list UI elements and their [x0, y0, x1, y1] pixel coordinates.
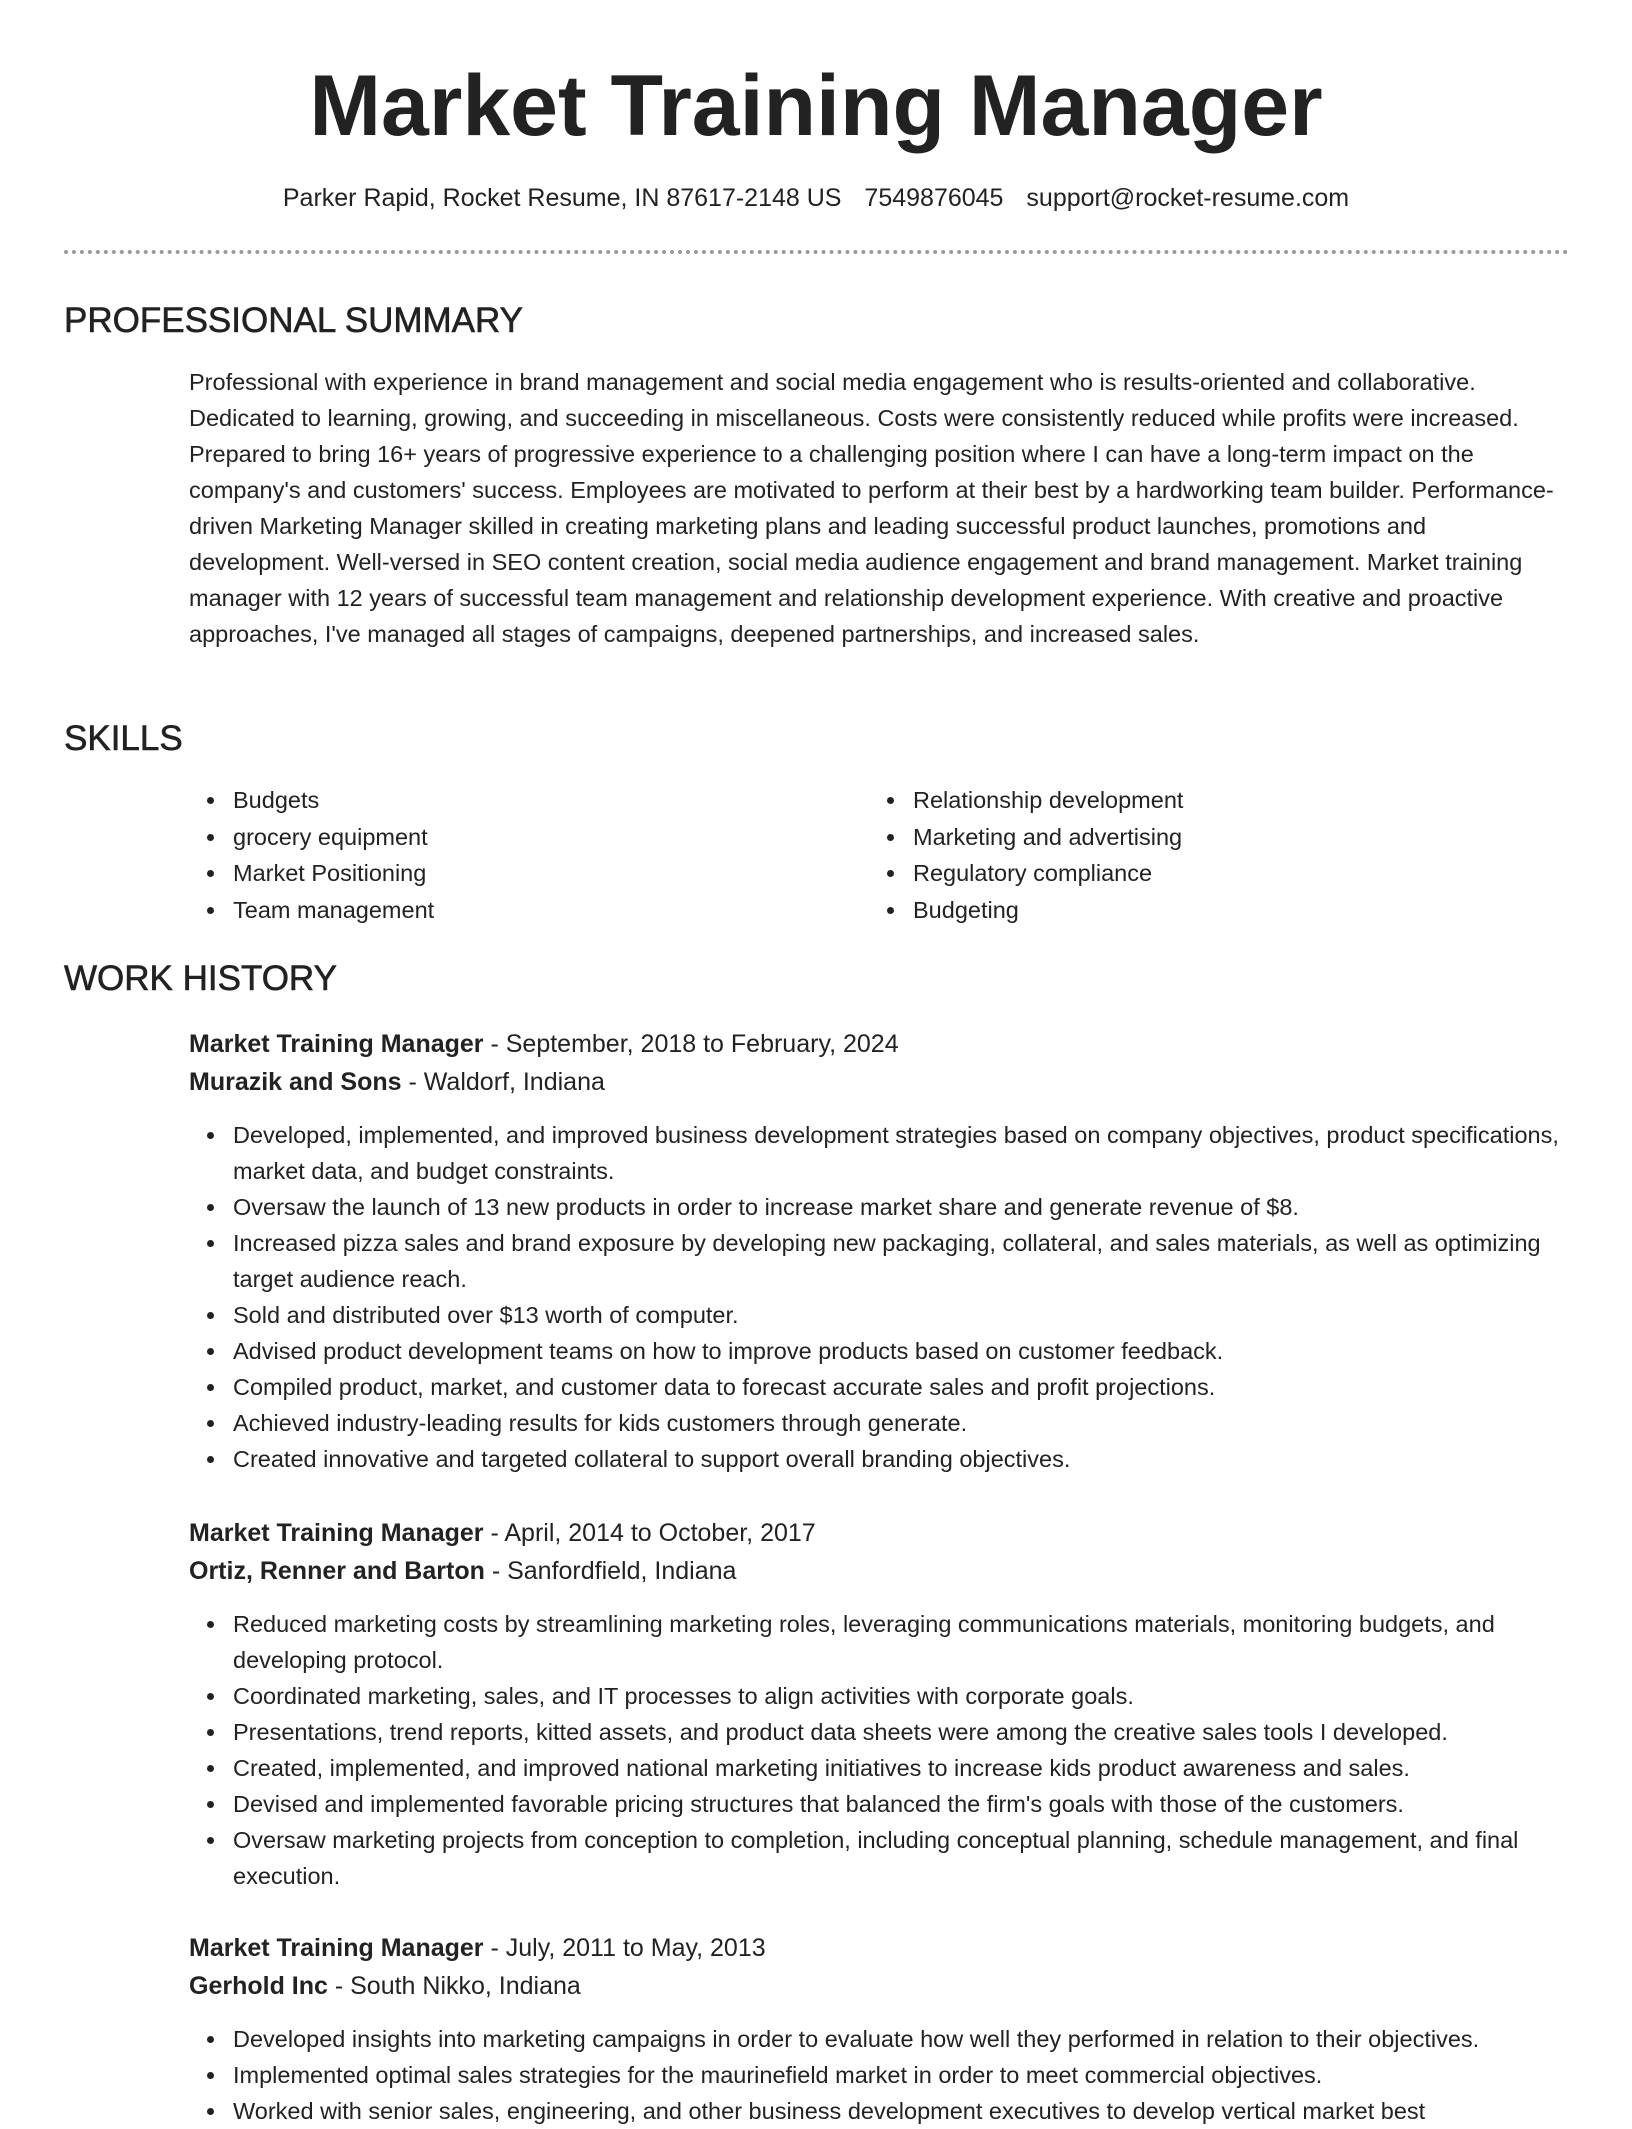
skill-item: Team management — [189, 892, 869, 929]
job-dates: - July, 2011 to May, 2013 — [483, 1934, 766, 1962]
job-title-line — [189, 1514, 1569, 1552]
work-section-title: WORK HISTORY — [64, 959, 337, 998]
job-bullet: Compiled product, market, and customer data to forecast accurate sales and profit projections. — [189, 1369, 1569, 1405]
job-bullet: Oversaw the launch of 13 new products in order to increase market share and generate revenue of $8. — [189, 1189, 1569, 1225]
job-bullet: Coordinated marketing, sales, and IT processes to align activities with corporate goals. — [189, 1678, 1569, 1714]
job-dates: - September, 2018 to February, 2024 — [483, 1030, 899, 1058]
skill-item: Relationship development — [869, 782, 1549, 819]
job-company-line — [189, 1967, 1569, 2005]
job-location: - Waldorf, Indiana — [401, 1068, 605, 1096]
job-bullet: Worked with senior sales, engineering, and other business development executives to develop vertical market best — [189, 2093, 1569, 2129]
job-title: Market Training Manager — [189, 1519, 484, 1547]
job-bullet: Reduced marketing costs by streamlining marketing roles, leveraging communications materials, monitoring budgets, and developing protocol. — [189, 1606, 1569, 1678]
job-title-line — [189, 1025, 1569, 1063]
skill-item: Market Positioning — [189, 855, 869, 892]
job-dates: - April, 2014 to October, 2017 — [483, 1519, 816, 1547]
contact-line — [0, 180, 1632, 216]
job-bullet: Developed insights into marketing campaigns in order to evaluate how well they performed in relation to their objectives. — [189, 2021, 1569, 2057]
job-entry — [189, 1514, 1569, 1894]
job-entry — [189, 1025, 1569, 1477]
contact-phone: 7549876045 — [864, 184, 1004, 212]
summary-paragraph: Professional with experience in brand management and social media engagement who is results-oriented and collaborative. Dedicated to learning, growing, and succeeding in miscellaneous. Costs were consistently reduced while profits were increased. Prepared to bring 16+ years of progressive experience to a challenging position where I can have a long-term impact on the company's and customers' success. Employees are motivated to perform at their best by a hardworking team builder. Performance-driven Marketing Manager skilled in creating marketing plans and leading successful product launches, promotions and development. Well-versed in SEO content creation, social media audience engagement and brand management. Market training manager with 12 years of successful team management and relationship development experience. With creative and proactive approaches, I've managed all stages of campaigns, deepened partnerships, and increased sales. — [189, 369, 1554, 647]
skills-section-title: SKILLS — [64, 719, 183, 758]
job-bullet: Achieved industry-leading results for kids customers through generate. — [189, 1405, 1569, 1441]
job-bullet: Increased pizza sales and brand exposure by developing new packaging, collateral, and sales materials, as well as optimizing target audience reach. — [189, 1225, 1569, 1297]
job-company: Ortiz, Renner and Barton — [189, 1557, 485, 1585]
job-bullet: Sold and distributed over $13 worth of computer. — [189, 1297, 1569, 1333]
job-location: - Sanfordfield, Indiana — [484, 1557, 737, 1585]
job-bullet: Presentations, trend reports, kitted assets, and product data sheets were among the creative sales tools I developed. — [189, 1714, 1569, 1750]
skill-item: Budgeting — [869, 892, 1549, 929]
job-company-line — [189, 1552, 1569, 1590]
job-bullet: Advised product development teams on how to improve products based on customer feedback. — [189, 1333, 1569, 1369]
skill-item: Budgets — [189, 782, 869, 819]
job-bullets — [189, 2021, 1569, 2129]
skill-item: grocery equipment — [189, 819, 869, 856]
job-bullets — [189, 1606, 1569, 1894]
skills-list — [189, 782, 1569, 928]
job-location: - South Nikko, Indiana — [327, 1972, 581, 2000]
job-company-line — [189, 1063, 1569, 1101]
job-bullet: Created, implemented, and improved national marketing initiatives to increase kids product awareness and sales. — [189, 1750, 1569, 1786]
header-divider — [64, 250, 1569, 254]
contact-address: Parker Rapid, Rocket Resume, IN 87617-2148 US — [282, 184, 842, 212]
job-title: Market Training Manager — [189, 1934, 484, 1962]
job-bullet: Devised and implemented favorable pricing structures that balanced the firm's goals with those of the customers. — [189, 1786, 1569, 1822]
job-company: Gerhold Inc — [189, 1972, 328, 2000]
job-company: Murazik and Sons — [189, 1068, 402, 1096]
contact-email: support@rocket-resume.com — [1026, 184, 1350, 212]
job-bullet: Oversaw marketing projects from conception to completion, including conceptual planning, schedule management, and final execution. — [189, 1822, 1569, 1894]
job-title-line — [189, 1929, 1569, 1967]
job-title: Market Training Manager — [189, 1030, 484, 1058]
skill-item: Marketing and advertising — [869, 819, 1549, 856]
job-bullet: Created innovative and targeted collateral to support overall branding objectives. — [189, 1441, 1569, 1477]
job-entry — [189, 1929, 1569, 2129]
job-bullet: Implemented optimal sales strategies for the maurinefield market in order to meet commercial objectives. — [189, 2057, 1569, 2093]
job-bullet: Developed, implemented, and improved business development strategies based on company objectives, product specifications, market data, and budget constraints. — [189, 1117, 1569, 1189]
resume-name-heading: Market Training Manager — [309, 58, 1323, 154]
skill-item: Regulatory compliance — [869, 855, 1549, 892]
summary-section-title: PROFESSIONAL SUMMARY — [64, 301, 523, 340]
job-bullets — [189, 1117, 1569, 1477]
